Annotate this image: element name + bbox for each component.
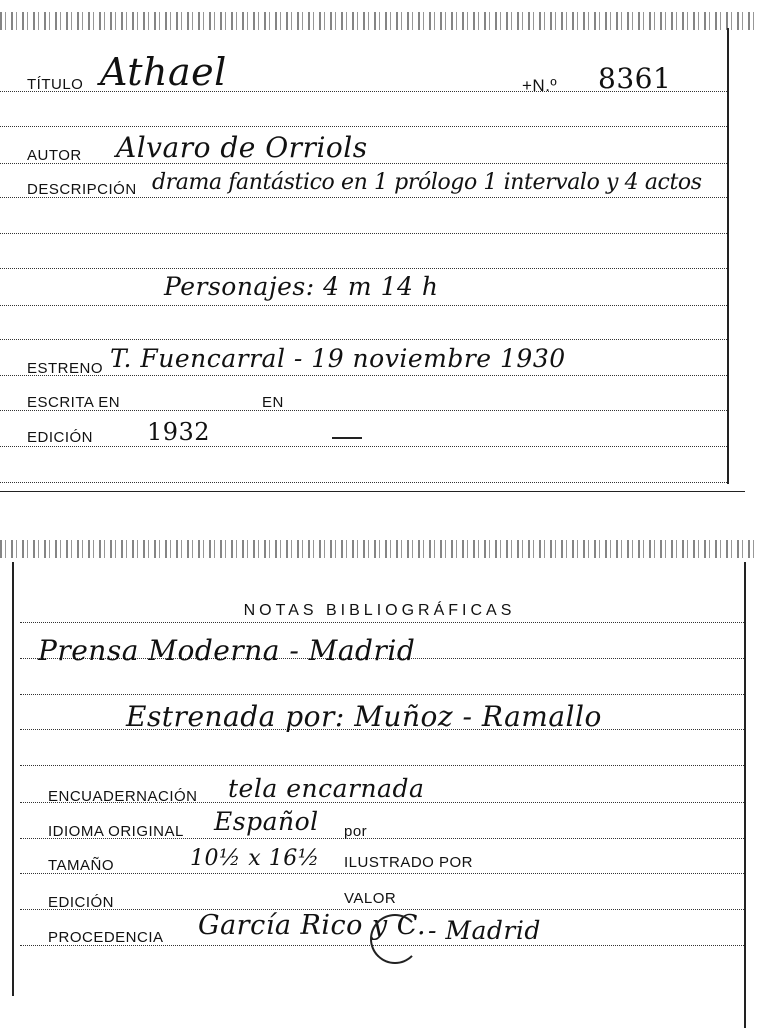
escrita-label: ESCRITA EN bbox=[27, 394, 121, 411]
rule-line bbox=[0, 339, 727, 340]
idioma-value: Español bbox=[214, 807, 319, 836]
card-bottom-edge bbox=[0, 491, 745, 492]
numero-value: 8361 bbox=[598, 62, 672, 95]
procedencia-label: PROCEDENCIA bbox=[48, 929, 164, 946]
rule-line bbox=[0, 305, 727, 306]
rule-line bbox=[0, 126, 727, 127]
catalog-card-top bbox=[0, 0, 759, 492]
card-right-edge bbox=[744, 562, 746, 1028]
stamp-mark bbox=[370, 914, 420, 964]
edicion-value: 1932 bbox=[147, 418, 211, 446]
nota-line-1: Prensa Moderna - Madrid bbox=[38, 634, 416, 667]
rule-line bbox=[20, 622, 744, 623]
por-label: por bbox=[344, 823, 368, 840]
catalog-card-bottom bbox=[0, 540, 759, 1028]
autor-label: AUTOR bbox=[27, 147, 82, 164]
procedencia-value: García Rico y C. bbox=[198, 910, 427, 941]
procedencia-city: - Madrid bbox=[428, 916, 541, 945]
rule-line bbox=[0, 233, 727, 234]
estreno-label: ESTRENO bbox=[27, 360, 104, 377]
numero-label: +N.º bbox=[522, 76, 558, 95]
rule-line bbox=[0, 446, 727, 447]
notas-heading: NOTAS BIBLIOGRÁFICAS bbox=[243, 602, 516, 619]
valor-label: VALOR bbox=[344, 890, 397, 907]
personajes-value: Personajes: 4 m 14 h bbox=[164, 272, 439, 301]
rule-line bbox=[0, 268, 727, 269]
titulo-value: Athael bbox=[100, 50, 227, 94]
rule-line bbox=[20, 765, 744, 766]
scan-noise-bottom bbox=[0, 540, 759, 558]
card-right-edge bbox=[727, 28, 729, 484]
rule-line bbox=[0, 375, 727, 376]
titulo-label: TÍTULO bbox=[27, 76, 84, 93]
card-left-edge bbox=[12, 562, 14, 996]
descripcion-label: DESCRIPCIÓN bbox=[27, 181, 137, 198]
rule-line bbox=[20, 694, 744, 695]
rule-line bbox=[20, 873, 744, 874]
edicion-label: EDICIÓN bbox=[48, 894, 115, 911]
pen-dash bbox=[332, 437, 362, 439]
scan-noise-top bbox=[0, 12, 759, 30]
encuadernacion-label: ENCUADERNACIÓN bbox=[48, 788, 198, 805]
rule-line bbox=[0, 482, 727, 483]
tamano-label: TAMAÑO bbox=[48, 857, 115, 874]
estreno-value: T. Fuencarral - 19 noviembre 1930 bbox=[110, 344, 566, 373]
ilustrado-label: ILUSTRADO POR bbox=[344, 854, 474, 871]
edicion-label: EDICIÓN bbox=[27, 429, 94, 446]
encuadernacion-value: tela encarnada bbox=[228, 774, 425, 803]
nota-line-2: Estrenada por: Muñoz - Ramallo bbox=[126, 700, 602, 733]
autor-value: Alvaro de Orriols bbox=[116, 131, 368, 164]
idioma-label: IDIOMA ORIGINAL bbox=[48, 823, 184, 840]
en-label: EN bbox=[262, 394, 284, 411]
descripcion-value: drama fantástico en 1 prólogo 1 intervalo y 4 actos bbox=[152, 170, 702, 195]
tamano-value: 10½ x 16½ bbox=[190, 846, 320, 871]
